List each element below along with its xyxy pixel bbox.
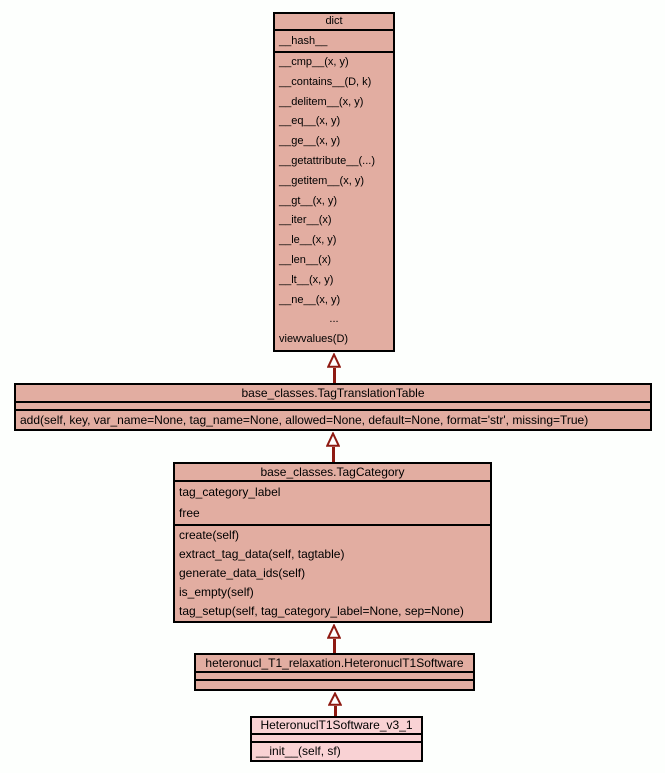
inheritance-arrow-v31-to-software	[328, 692, 342, 716]
method: add(self, key, var_name=None, tag_name=None, allowed=None, default=None, format='str', missing=True)	[20, 413, 589, 427]
arrow-shaft	[332, 447, 335, 462]
attribute: free	[179, 506, 200, 520]
class-box-heteronucl-t1-software	[194, 653, 475, 691]
inheritance-arrow-tagcategory-to-tagtranslationtable	[326, 432, 340, 462]
hollow-triangle-arrowhead	[327, 353, 341, 368]
arrow-shaft	[333, 639, 336, 653]
method: __cmp__(x, y)	[279, 56, 349, 68]
methods-compartment-empty	[196, 679, 473, 689]
method: __contains__(D, k)	[279, 75, 372, 88]
methods-ellipsis: ...	[329, 313, 339, 326]
method: __len__(x)	[279, 253, 331, 266]
hollow-triangle-arrowhead	[327, 624, 341, 639]
methods-compartment-tag-translation-table	[16, 409, 650, 429]
class-box-dict	[273, 12, 395, 352]
arrow-shaft	[333, 368, 336, 383]
method: __eq__(x, y)	[279, 115, 341, 128]
hollow-triangle-arrowhead	[328, 692, 342, 706]
method: __delitem__(x, y)	[279, 95, 364, 108]
method: __getitem__(x, y)	[279, 174, 364, 187]
method: __ne__(x, y)	[279, 293, 341, 306]
method: __init__(self, sf)	[256, 744, 341, 758]
method: create(self)	[179, 528, 240, 542]
attributes-compartment-empty	[252, 733, 421, 741]
class-box-tag-translation-table	[14, 383, 652, 431]
attribute: __hash__	[279, 35, 328, 47]
inheritance-arrow-tagtranslationtable-to-dict	[327, 353, 341, 383]
methods-compartment-tag-category	[175, 524, 490, 621]
attributes-compartment-empty	[16, 401, 650, 409]
arrow-shaft	[334, 706, 337, 716]
method: viewvalues(D)	[279, 333, 349, 346]
class-name-tag-category: base_classes.TagCategory	[260, 465, 405, 479]
class-name-heteronucl-t1-software-v3-1: HeteronuclT1Software_v3_1	[260, 718, 413, 732]
method: __lt__(x, y)	[279, 273, 334, 286]
attribute: tag_category_label	[179, 485, 281, 499]
method: __iter__(x)	[279, 214, 332, 227]
method: __gt__(x, y)	[279, 194, 338, 207]
method: __ge__(x, y)	[279, 135, 341, 148]
method: __getattribute__(...)	[279, 154, 376, 167]
attributes-compartment-dict	[275, 29, 393, 51]
method: is_empty(self)	[179, 585, 254, 599]
attributes-compartment-tag-category	[175, 480, 490, 524]
method: extract_tag_data(self, tagtable)	[179, 547, 345, 561]
attributes-compartment-empty	[196, 671, 473, 679]
method: generate_data_ids(self)	[179, 566, 306, 580]
method: __le__(x, y)	[279, 234, 337, 247]
method: tag_setup(self, tag_category_label=None, sep=None)	[179, 604, 464, 618]
class-box-tag-category	[173, 462, 492, 623]
class-name-dict: dict	[325, 15, 343, 27]
class-name-tag-translation-table: base_classes.TagTranslationTable	[241, 386, 425, 400]
class-box-heteronucl-t1-software-v3-1	[250, 716, 423, 762]
methods-compartment-v3-1	[252, 741, 421, 760]
methods-compartment-dict	[275, 51, 393, 350]
class-name-heteronucl-t1-software: heteronucl_T1_relaxation.HeteronuclT1Software	[205, 656, 464, 670]
hollow-triangle-arrowhead	[326, 432, 340, 447]
inheritance-arrow-software-to-tagcategory	[327, 624, 341, 653]
